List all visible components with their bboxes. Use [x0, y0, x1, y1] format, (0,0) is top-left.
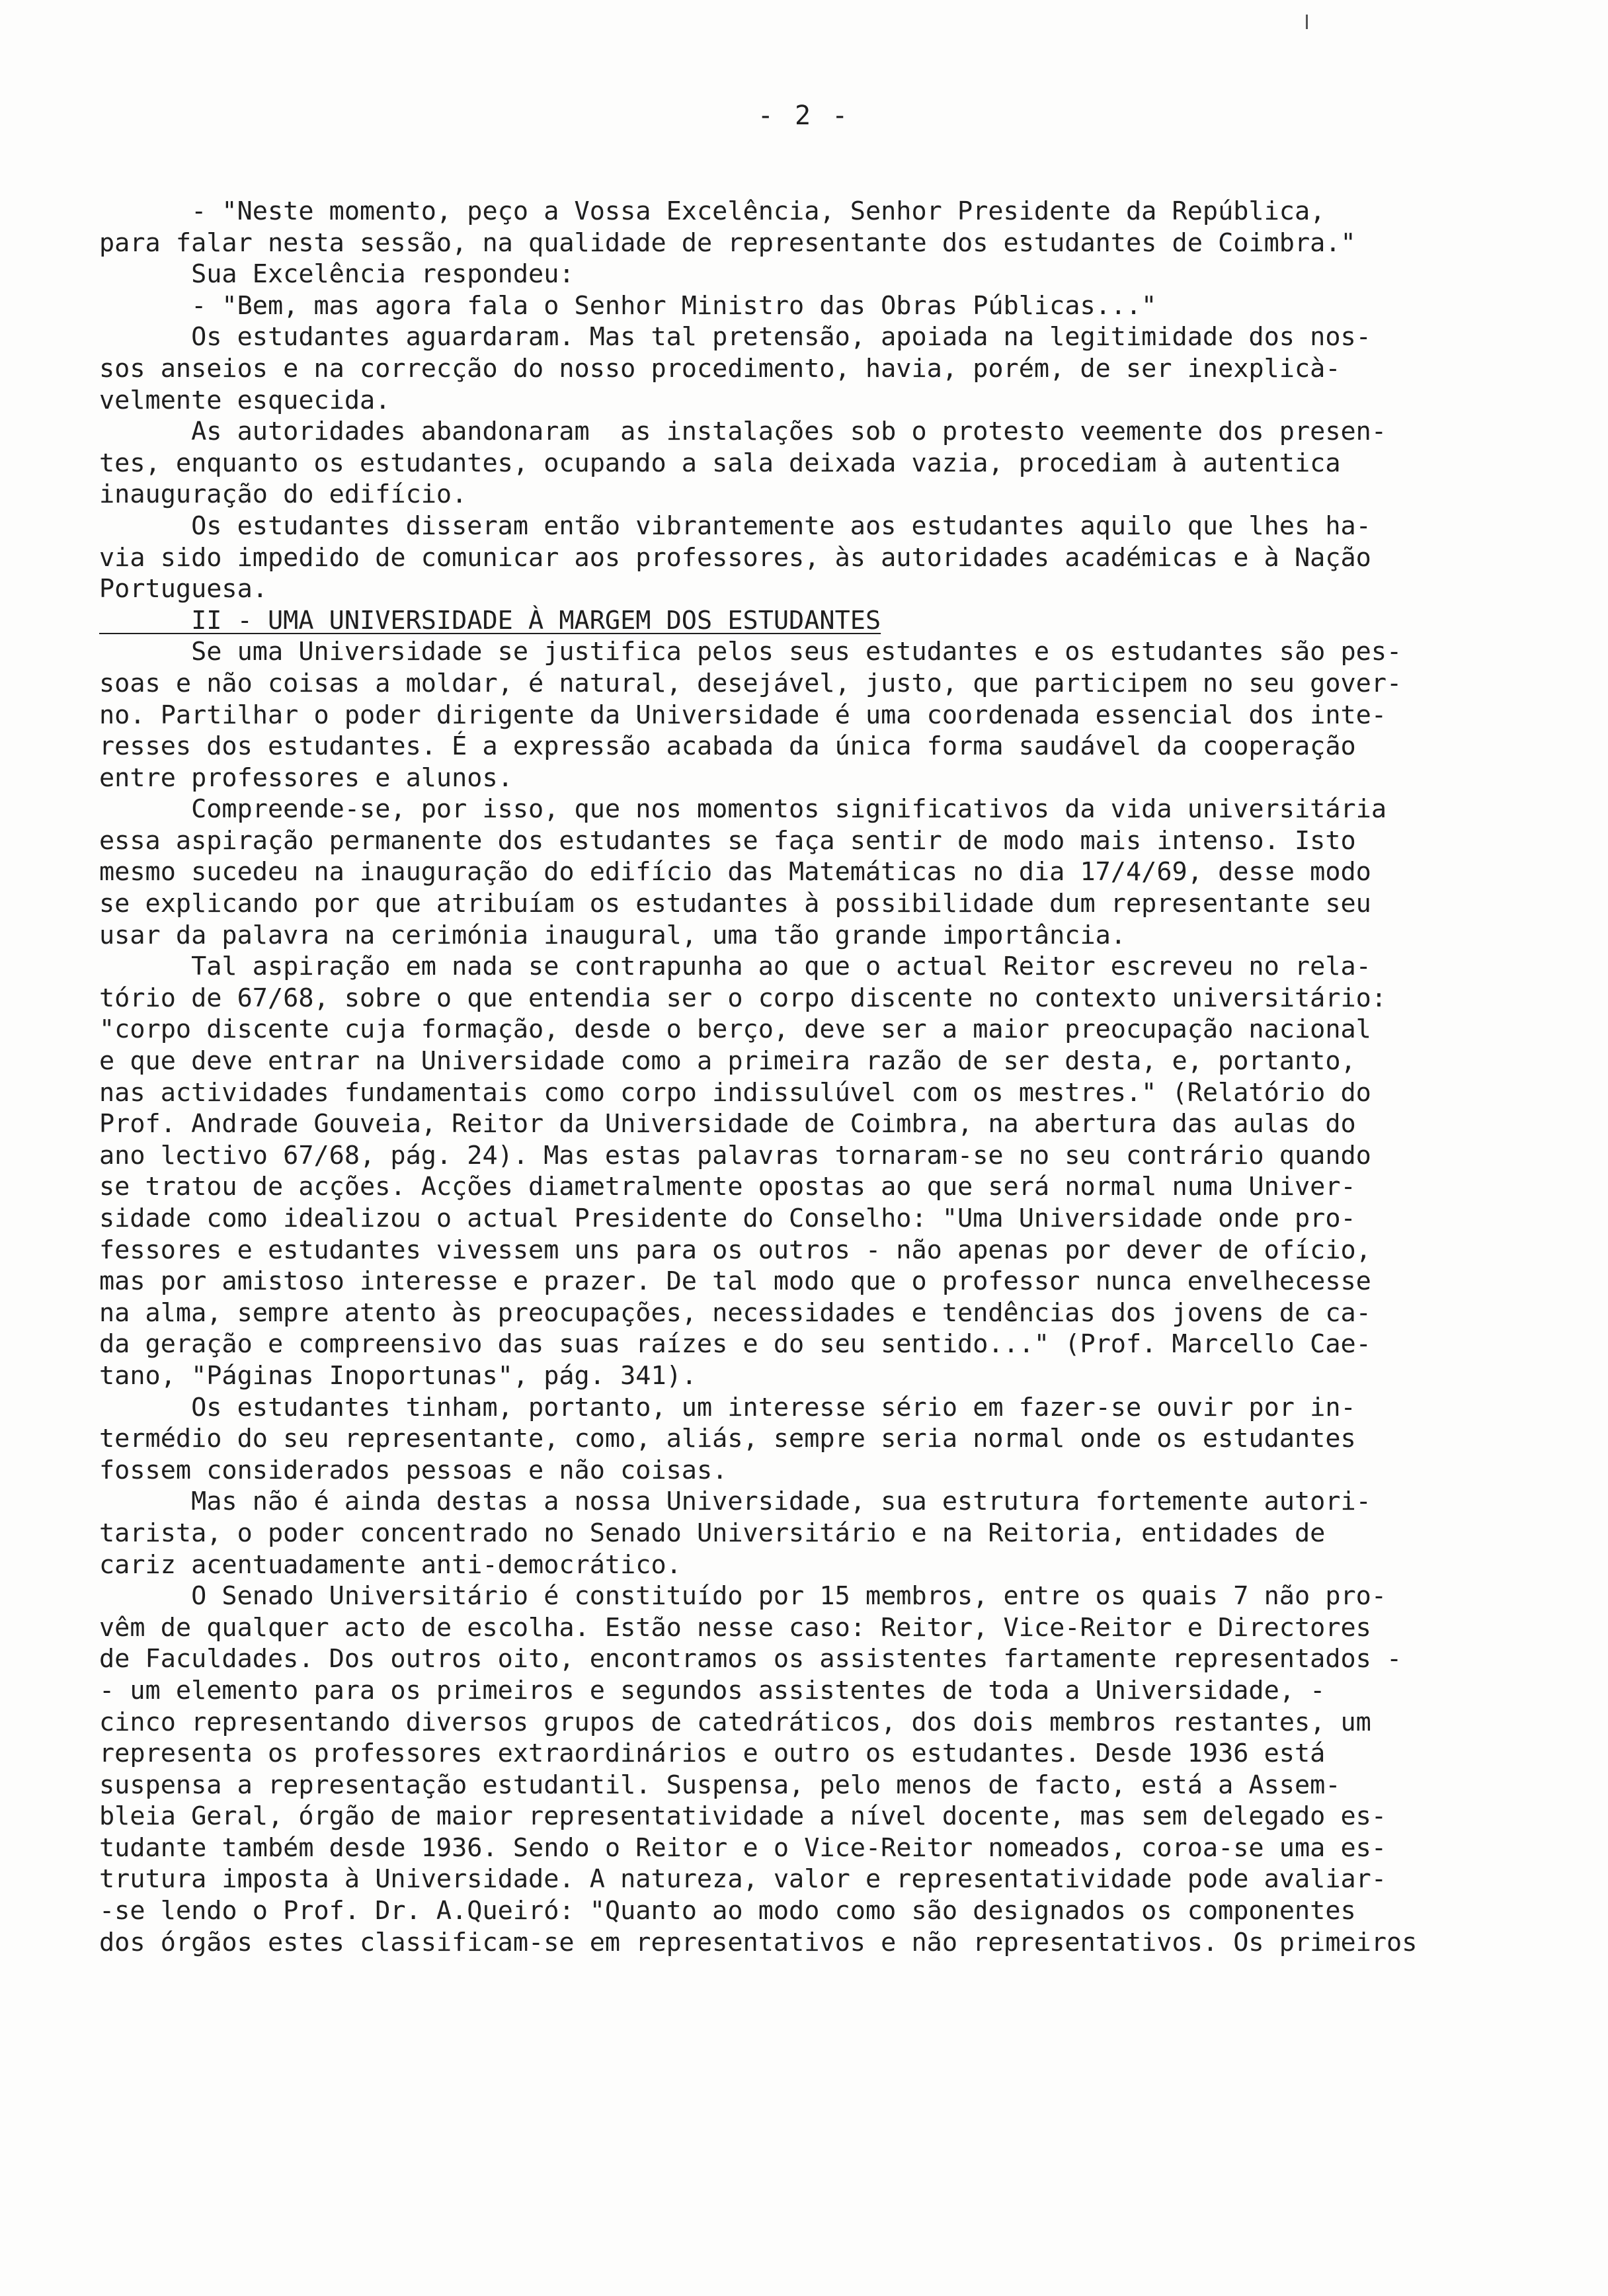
text-line: via sido impedido de comunicar aos professores, às autoridades académicas e à Nação: [99, 542, 1371, 573]
text-line: Compreende-se, por isso, que nos momentos significativos da vida universitária: [99, 794, 1387, 825]
text-line: inauguração do edifício.: [99, 479, 467, 510]
text-line: sidade como idealizou o actual Presidente do Conselho: "Uma Universidade onde pro-: [99, 1204, 1356, 1233]
text-line: ano lectivo 67/68, pág. 24). Mas estas palavras tornaram-se no seu contrário quando: [99, 1140, 1371, 1170]
text-line: representa os professores extraordinários e outro os estudantes. Desde 1936 está: [99, 1739, 1326, 1769]
text-line: fossem considerados pessoas e não coisas.: [99, 1455, 728, 1485]
text-line: para falar nesta sessão, na qualidade de representante dos estudantes de Coimbra.": [99, 227, 1356, 258]
text-line: dos órgãos estes classificam-se em representativos e não representativos. Os primeiros: [99, 1927, 1418, 1957]
text-line: Portuguesa.: [99, 574, 268, 604]
page-number: - 2 -: [757, 101, 851, 131]
text-line: se tratou de acções. Acções diametralmente opostas ao que será normal numa Univer-: [99, 1172, 1356, 1202]
text-line: bleia Geral, órgão de maior representatividade a nível docente, mas sem delegado es-: [99, 1801, 1387, 1832]
body-text: [99, 196, 1521, 1958]
text-line: soas e não coisas a moldar, é natural, desejável, justo, que participem no seu gover-: [99, 668, 1402, 698]
text-line: mas por amistoso interesse e prazer. De tal modo que o professor nunca envelhecesse: [99, 1266, 1371, 1297]
text-line: tano, "Páginas Inoportunas", pág. 341).: [99, 1360, 697, 1391]
text-line: fessores e estudantes vivessem uns para os outros - não apenas por dever de ofício,: [99, 1235, 1371, 1265]
text-line: da geração e compreensivo das suas raízes e do seu sentido..." (Prof. Marcello Cae-: [99, 1329, 1371, 1360]
text-line: Tal aspiração em nada se contrapunha ao que o actual Reitor escreveu no rela-: [99, 952, 1371, 982]
text-line: resses dos estudantes. É a expressão acabada da única forma saudável da cooperação: [99, 731, 1356, 762]
text-line: no. Partilhar o poder dirigente da Universidade é uma coordenada essencial dos inte-: [99, 700, 1387, 730]
text-line: termédio do seu representante, como, aliás, sempre seria normal onde os estudantes: [99, 1424, 1356, 1454]
text-line: "corpo discente cuja formação, desde o berço, deve ser a maior preocupação nacional: [99, 1014, 1371, 1045]
text-line: Os estudantes disseram então vibrantemente aos estudantes aquilo que lhes ha-: [99, 511, 1371, 541]
text-line: tudante também desde 1936. Sendo o Reitor e o Vice-Reitor nomeados, coroa-se uma es-: [99, 1832, 1387, 1863]
text-line: - "Neste momento, peço a Vossa Excelência, Senhor Presidente da República,: [99, 196, 1326, 226]
text-line: sos anseios e na correcção do nosso procedimento, havia, porém, de ser inexplicà-: [99, 353, 1341, 384]
text-line: -se lendo o Prof. Dr. A.Queiró: "Quanto ao modo como são designados os componentes: [99, 1896, 1356, 1926]
text-line: Sua Excelência respondeu:: [99, 259, 575, 290]
text-line: - um elemento para os primeiros e segundos assistentes de toda a Universidade, -: [99, 1675, 1326, 1705]
text-line: Prof. Andrade Gouveia, Reitor da Universidade de Coimbra, na abertura das aulas do: [99, 1109, 1356, 1139]
text-line: Os estudantes tinham, portanto, um interesse sério em fazer-se ouvir por in-: [99, 1392, 1356, 1422]
text-line: Se uma Universidade se justifica pelos seus estudantes e os estudantes são pes-: [99, 637, 1402, 667]
text-line: Mas não é ainda destas a nossa Universidade, sua estrutura fortemente autori-: [99, 1487, 1371, 1517]
section-heading: II - UMA UNIVERSIDADE À MARGEM DOS ESTUDANTES: [99, 605, 881, 636]
text-line: velmente esquecida.: [99, 385, 391, 415]
text-line: na alma, sempre atento às preocupações, necessidades e tendências dos jovens de ca-: [99, 1297, 1371, 1328]
text-line: mesmo sucedeu na inauguração do edifício das Matemáticas no dia 17/4/69, desse modo: [99, 857, 1371, 887]
text-line: tório de 67/68, sobre o que entendia ser o corpo discente no contexto universitário:: [99, 983, 1387, 1013]
text-line: de Faculdades. Dos outros oito, encontramos os assistentes fartamente representados -: [99, 1644, 1402, 1674]
text-line: cariz acentuadamente anti-democrático.: [99, 1549, 682, 1580]
text-line: O Senado Universitário é constituído por 15 membros, entre os quais 7 não pro-: [99, 1581, 1387, 1612]
text-line: essa aspiração permanente dos estudantes se faça sentir de modo mais intenso. Isto: [99, 825, 1356, 856]
text-line: se explicando por que atribuíam os estudantes à possibilidade dum representante seu: [99, 889, 1371, 919]
text-line: nas actividades fundamentais como corpo indissulúvel com os mestres." (Relatório do: [99, 1077, 1371, 1108]
margin-mark: [1306, 15, 1308, 29]
text-line: cinco representando diversos grupos de catedráticos, dos dois membros restantes, um: [99, 1707, 1371, 1737]
text-line: tes, enquanto os estudantes, ocupando a sala deixada vazia, procediam à autentica: [99, 448, 1341, 478]
text-line: trutura imposta à Universidade. A natureza, valor e representatividade pode avaliar-: [99, 1864, 1387, 1895]
text-line: usar da palavra na cerimónia inaugural, uma tão grande importância.: [99, 920, 1126, 950]
text-line: vêm de qualquer acto de escolha. Estão nesse caso: Reitor, Vice-Reitor e Directores: [99, 1612, 1371, 1643]
text-line: - "Bem, mas agora fala o Senhor Ministro das Obras Públicas...": [99, 290, 1157, 321]
text-line: suspensa a representação estudantil. Suspensa, pelo menos de facto, está a Assem-: [99, 1770, 1341, 1800]
text-line: As autoridades abandonaram as instalações sob o protesto veemente dos presen-: [99, 417, 1387, 447]
text-line: entre professores e alunos.: [99, 762, 513, 793]
text-line: Os estudantes aguardaram. Mas tal pretensão, apoiada na legitimidade dos nos-: [99, 322, 1371, 352]
text-line: tarista, o poder concentrado no Senado Universitário e na Reitoria, entidades de: [99, 1518, 1326, 1548]
text-line: e que deve entrar na Universidade como a primeira razão de ser desta, e, portanto,: [99, 1046, 1356, 1077]
